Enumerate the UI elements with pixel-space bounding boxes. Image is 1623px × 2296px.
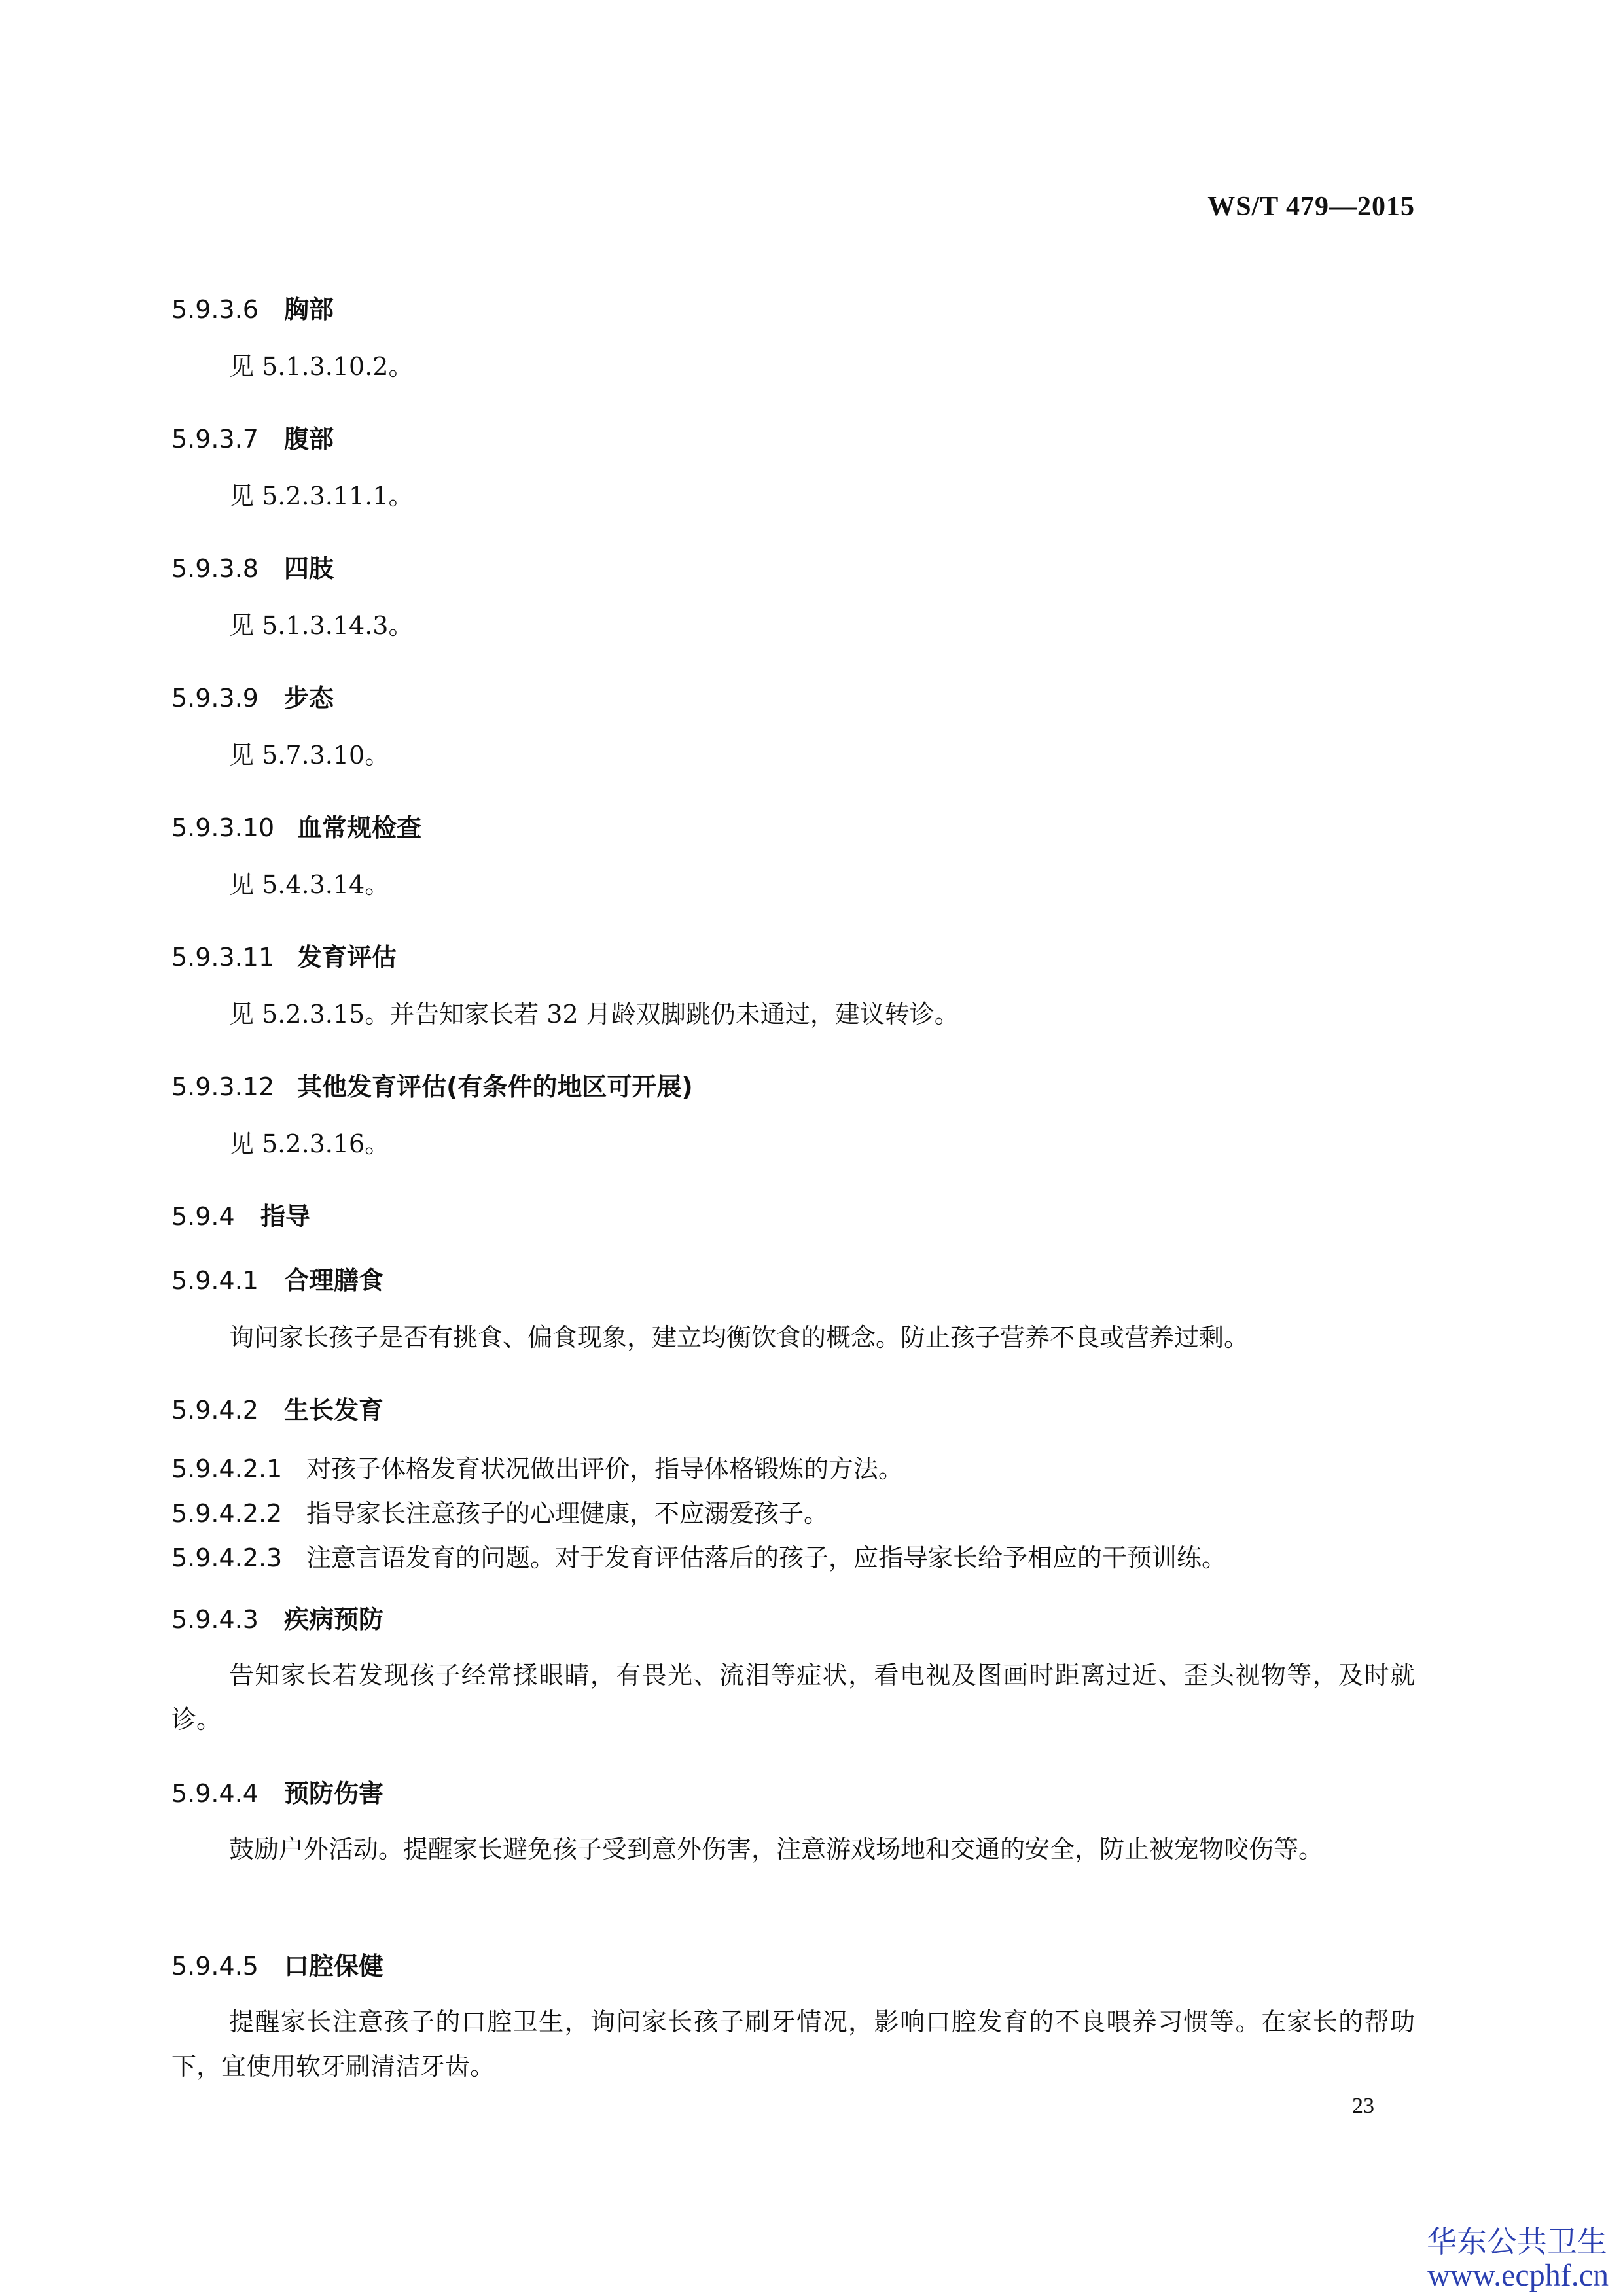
section-body: 告知家长若发现孩子经常揉眼睛，有畏光、流泪等症状，看电视及图画时距离过近、歪头视物等，及时就诊。 [171, 1661, 1415, 1734]
section-title: 口腔保健 [284, 1952, 384, 1981]
watermark-name: 华东公共卫生 [1427, 2224, 1607, 2259]
sub-item-number: 5.9.4.2.2 [171, 1499, 283, 1528]
section-heading [171, 1067, 693, 1103]
section-title: 疾病预防 [284, 1605, 384, 1634]
section-title: 腹部 [284, 425, 334, 453]
watermark-url: www.ecphf.cn [1427, 2258, 1609, 2293]
section-title: 血常规检查 [297, 813, 422, 842]
section-number: 5.9.3.11 [171, 943, 275, 972]
section-title: 胸部 [284, 295, 334, 324]
section-heading [171, 937, 397, 973]
section-number: 5.9.4 [171, 1202, 235, 1231]
section-heading [171, 1773, 383, 1809]
sub-item-text: 指导家长注意孩子的心理健康，不应溺爱孩子。 [306, 1499, 829, 1528]
section-heading [171, 419, 334, 455]
sub-item [171, 1538, 1226, 1574]
section-title: 发育评估 [297, 943, 397, 972]
section-number: 5.9.3.6 [171, 295, 259, 324]
section-body: 见 5.2.3.11.1。 [229, 482, 414, 510]
section-body: 见 5.7.3.10。 [229, 741, 390, 769]
section-heading [171, 807, 421, 843]
section-heading [171, 1390, 383, 1426]
section-heading [171, 289, 334, 325]
section-number: 5.9.3.12 [171, 1072, 275, 1101]
section-heading [171, 1196, 310, 1232]
sub-item-number: 5.9.4.2.3 [171, 1544, 283, 1572]
section-body: 见 5.2.3.15。并告知家长若 32 月龄双脚跳仍未通过，建议转诊。 [229, 1000, 959, 1029]
section-number: 5.9.3.9 [171, 684, 259, 713]
section-number: 5.9.4.3 [171, 1605, 259, 1634]
section-title: 四肢 [284, 554, 334, 583]
page-number: 23 [1352, 2094, 1374, 2118]
section-number: 5.9.4.5 [171, 1952, 259, 1981]
section-number: 5.9.3.10 [171, 813, 275, 842]
section-number: 5.9.4.1 [171, 1266, 259, 1295]
section-title: 生长发育 [284, 1396, 384, 1424]
section-number: 5.9.3.8 [171, 554, 259, 583]
section-body: 见 5.2.3.16。 [229, 1129, 390, 1158]
section-number: 5.9.4.4 [171, 1779, 259, 1808]
section-number: 5.9.3.7 [171, 425, 259, 453]
section-body: 见 5.4.3.14。 [229, 870, 390, 899]
section-body: 提醒家长注意孩子的口腔卫生，询问家长孩子刷牙情况，影响口腔发育的不良喂养习惯等。在家长的帮助下，宜使用软牙刷清洁牙齿。 [171, 2007, 1415, 2081]
doc-code: WS/T 479—2015 [1207, 192, 1415, 222]
section-title: 步态 [284, 684, 334, 713]
section-heading [171, 1599, 383, 1635]
section-title: 预防伤害 [284, 1779, 384, 1808]
sub-item [171, 1493, 829, 1529]
section-body: 询问家长孩子是否有挑食、偏食现象，建立均衡饮食的概念。防止孩子营养不良或营养过剩。 [229, 1323, 1249, 1352]
section-title: 其他发育评估(有条件的地区可开展) [297, 1072, 693, 1101]
section-title: 指导 [260, 1202, 311, 1231]
section-body: 鼓励户外活动。提醒家长避免孩子受到意外伤害，注意游戏场地和交通的安全，防止被宠物咬伤等。 [229, 1835, 1324, 1863]
section-body: 见 5.1.3.14.3。 [229, 611, 414, 640]
sub-item-text: 对孩子体格发育状况做出评价，指导体格锻炼的方法。 [306, 1455, 904, 1483]
section-heading [171, 548, 334, 584]
section-heading [171, 1946, 383, 1982]
section-title: 合理膳食 [284, 1266, 384, 1295]
section-heading [171, 678, 334, 714]
sub-item [171, 1449, 903, 1485]
section-heading [171, 1260, 383, 1296]
sub-item-text: 注意言语发育的问题。对于发育评估落后的孩子，应指导家长给予相应的干预训练。 [306, 1544, 1227, 1572]
sub-item-number: 5.9.4.2.1 [171, 1455, 283, 1483]
section-body: 见 5.1.3.10.2。 [229, 352, 414, 381]
section-number: 5.9.4.2 [171, 1396, 259, 1424]
